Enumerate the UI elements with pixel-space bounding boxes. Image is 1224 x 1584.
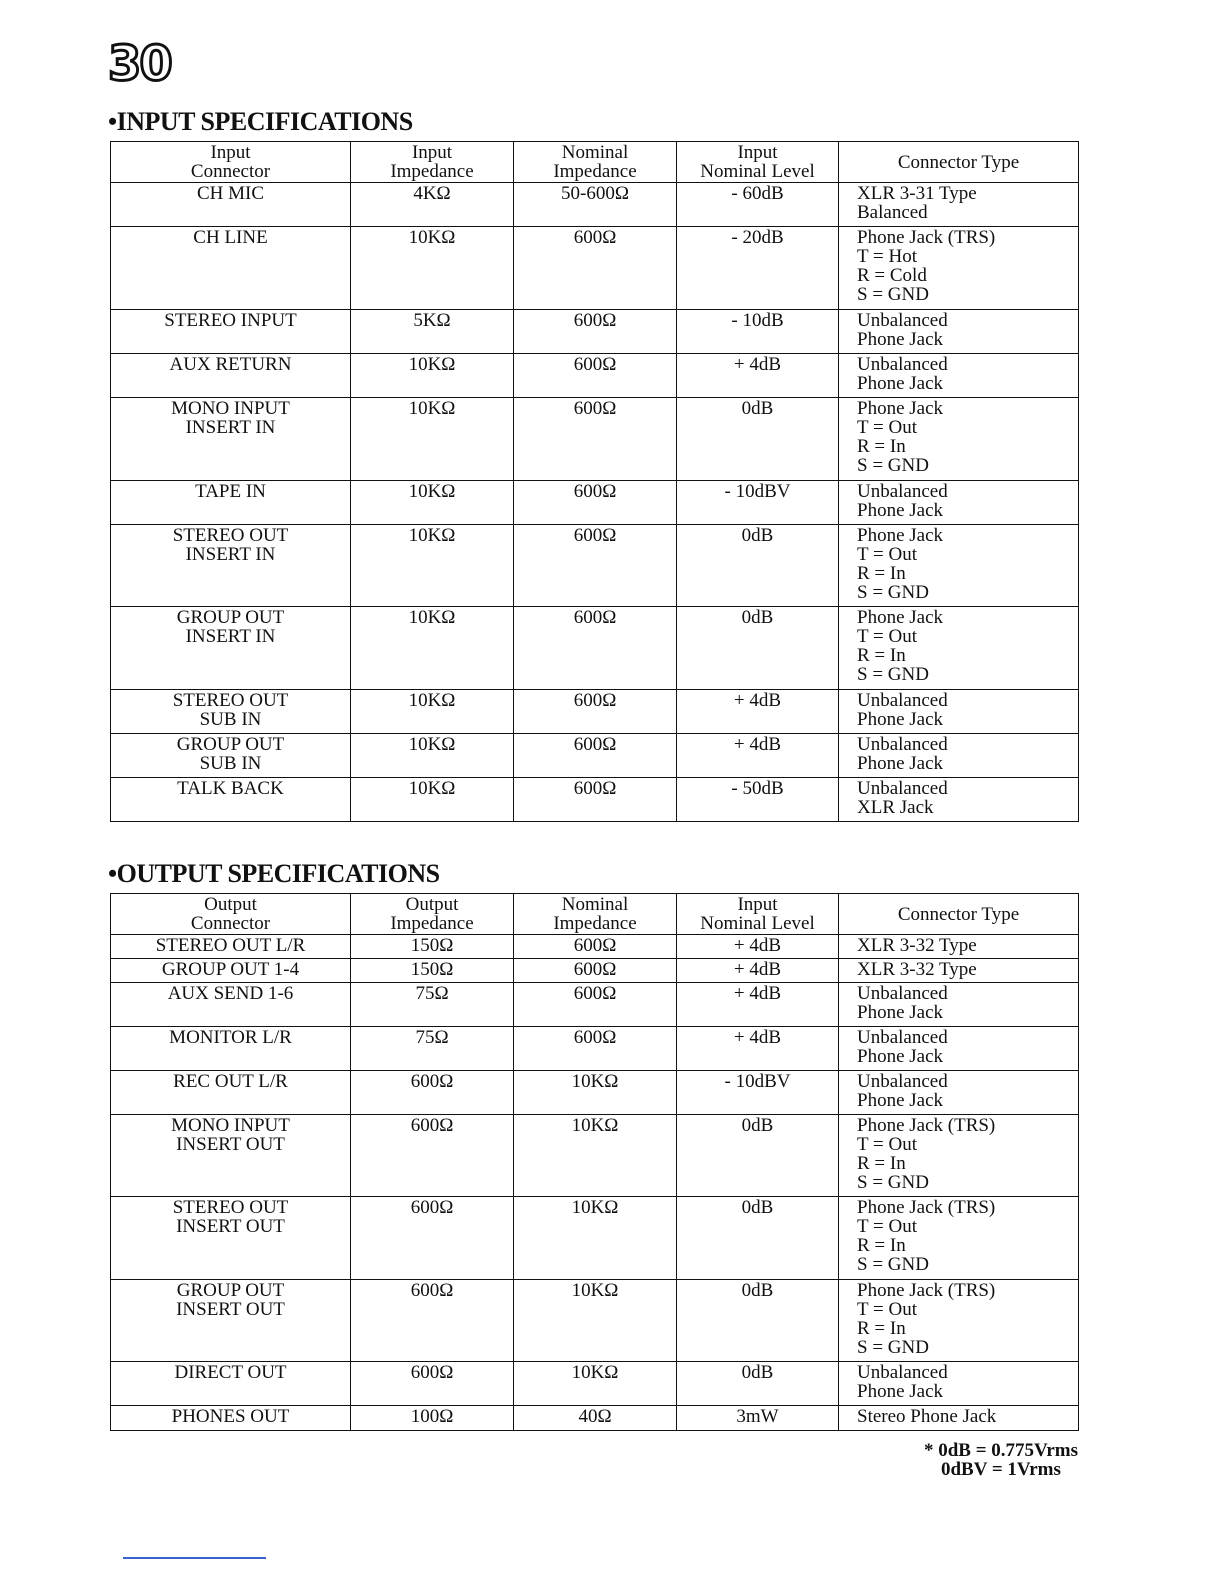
impedance-cell: 10KΩ — [351, 690, 514, 734]
nominal-impedance-cell: 600Ω — [514, 525, 677, 607]
connector-type-cell: Phone Jack T = Out R = In S = GND — [839, 525, 1079, 607]
impedance-cell: 100Ω — [351, 1406, 514, 1431]
connector-type-cell: XLR 3-32 Type — [839, 959, 1079, 983]
impedance-cell: 10KΩ — [351, 481, 514, 525]
nominal-level-cell: 0dB — [677, 607, 839, 690]
footnote-line: 0dBV = 1Vrms — [940, 1459, 1061, 1480]
impedance-cell: 75Ω — [351, 983, 514, 1027]
nominal-level-cell: - 60dB — [677, 183, 839, 227]
connector-cell: GROUP OUT INSERT IN — [111, 607, 351, 690]
nominal-impedance-cell: 600Ω — [514, 983, 677, 1027]
connector-type-cell: Unbalanced Phone Jack — [839, 1071, 1079, 1115]
table-row — [111, 1406, 1079, 1431]
column-header: Output Connector — [111, 894, 351, 935]
impedance-cell: 150Ω — [351, 935, 514, 959]
column-header: Input Nominal Level — [677, 142, 839, 183]
nominal-level-cell: + 4dB — [677, 959, 839, 983]
table-row — [111, 734, 1079, 778]
table-row — [111, 1362, 1079, 1406]
table-row — [111, 983, 1079, 1027]
connector-cell: TAPE IN — [111, 481, 351, 525]
connector-cell: TALK BACK — [111, 778, 351, 822]
connector-type-cell: Unbalanced Phone Jack — [839, 690, 1079, 734]
nominal-impedance-cell: 600Ω — [514, 734, 677, 778]
table-row — [111, 525, 1079, 607]
nominal-impedance-cell: 600Ω — [514, 481, 677, 525]
nominal-level-cell: 3mW — [677, 1406, 839, 1431]
connector-type-cell: Phone Jack (TRS) T = Hot R = Cold S = GND — [839, 227, 1079, 310]
connector-cell: STEREO OUT L/R — [111, 935, 351, 959]
table-row — [111, 607, 1079, 690]
connector-cell: STEREO OUT INSERT OUT — [111, 1197, 351, 1280]
impedance-cell: 150Ω — [351, 959, 514, 983]
table-row — [111, 1115, 1079, 1197]
impedance-cell: 600Ω — [351, 1197, 514, 1280]
nominal-impedance-cell: 600Ω — [514, 310, 677, 354]
table-header-row — [111, 894, 1079, 935]
impedance-cell: 5KΩ — [351, 310, 514, 354]
impedance-cell: 600Ω — [351, 1071, 514, 1115]
nominal-level-cell: + 4dB — [677, 354, 839, 398]
footnote-line: * 0dB = 0.775Vrms — [923, 1440, 1078, 1461]
table-row — [111, 354, 1079, 398]
nominal-impedance-cell: 10KΩ — [514, 1280, 677, 1362]
impedance-cell: 10KΩ — [351, 778, 514, 822]
connector-cell: GROUP OUT 1-4 — [111, 959, 351, 983]
connector-cell: CH LINE — [111, 227, 351, 310]
nominal-impedance-cell: 600Ω — [514, 227, 677, 310]
nominal-level-cell: - 10dBV — [677, 1071, 839, 1115]
connector-cell: MONITOR L/R — [111, 1027, 351, 1071]
impedance-cell: 600Ω — [351, 1115, 514, 1197]
nominal-level-cell: 0dB — [677, 1362, 839, 1406]
nominal-impedance-cell: 10KΩ — [514, 1071, 677, 1115]
impedance-cell: 10KΩ — [351, 607, 514, 690]
impedance-cell: 10KΩ — [351, 734, 514, 778]
nominal-level-cell: 0dB — [677, 1115, 839, 1197]
connector-type-cell: Unbalanced Phone Jack — [839, 734, 1079, 778]
table-row — [111, 1071, 1079, 1115]
output-specifications-title: •OUTPUT SPECIFICATIONS — [108, 859, 440, 888]
connector-type-cell: Unbalanced Phone Jack — [839, 1362, 1079, 1406]
table-row — [111, 1027, 1079, 1071]
connector-cell: MONO INPUT INSERT IN — [111, 398, 351, 481]
connector-type-cell: Unbalanced Phone Jack — [839, 310, 1079, 354]
connector-cell: STEREO OUT INSERT IN — [111, 525, 351, 607]
connector-type-cell: Phone Jack T = Out R = In S = GND — [839, 607, 1079, 690]
nominal-level-cell: + 4dB — [677, 935, 839, 959]
nominal-impedance-cell: 10KΩ — [514, 1197, 677, 1280]
nominal-impedance-cell: 600Ω — [514, 1027, 677, 1071]
input-specifications-title: •INPUT SPECIFICATIONS — [108, 107, 413, 136]
nominal-level-cell: + 4dB — [677, 690, 839, 734]
impedance-cell: 10KΩ — [351, 398, 514, 481]
connector-cell: STEREO OUT SUB IN — [111, 690, 351, 734]
nominal-level-cell: - 10dBV — [677, 481, 839, 525]
nominal-level-cell: + 4dB — [677, 983, 839, 1027]
table-row — [111, 481, 1079, 525]
connector-cell: DIRECT OUT — [111, 1362, 351, 1406]
nominal-level-cell: 0dB — [677, 1197, 839, 1280]
nominal-level-cell: - 20dB — [677, 227, 839, 310]
column-header: Input Nominal Level — [677, 894, 839, 935]
table-row — [111, 398, 1079, 481]
table-row — [111, 1280, 1079, 1362]
connector-type-cell: Phone Jack (TRS) T = Out R = In S = GND — [839, 1280, 1079, 1362]
table-row — [111, 1197, 1079, 1280]
nominal-impedance-cell: 600Ω — [514, 959, 677, 983]
impedance-cell: 75Ω — [351, 1027, 514, 1071]
connector-cell: GROUP OUT SUB IN — [111, 734, 351, 778]
nominal-impedance-cell: 600Ω — [514, 354, 677, 398]
connector-cell: AUX SEND 1-6 — [111, 983, 351, 1027]
connector-cell: CH MIC — [111, 183, 351, 227]
connector-type-cell: Phone Jack (TRS) T = Out R = In S = GND — [839, 1197, 1079, 1280]
table-row — [111, 227, 1079, 310]
column-header: Nominal Impedance — [514, 894, 677, 935]
nominal-impedance-cell: 10KΩ — [514, 1115, 677, 1197]
nominal-level-cell: - 10dB — [677, 310, 839, 354]
table-row — [111, 183, 1079, 227]
connector-type-cell: Unbalanced Phone Jack — [839, 983, 1079, 1027]
table-row — [111, 959, 1079, 983]
column-header: Output Impedance — [351, 894, 514, 935]
nominal-level-cell: 0dB — [677, 1280, 839, 1362]
table-row — [111, 310, 1079, 354]
nominal-impedance-cell: 600Ω — [514, 690, 677, 734]
connector-cell: AUX RETURN — [111, 354, 351, 398]
table-header-row — [111, 142, 1079, 183]
connector-type-cell: Phone Jack T = Out R = In S = GND — [839, 398, 1079, 481]
connector-type-cell: Unbalanced XLR Jack — [839, 778, 1079, 822]
nominal-level-cell: 0dB — [677, 398, 839, 481]
connector-cell: MONO INPUT INSERT OUT — [111, 1115, 351, 1197]
output-specifications-table — [110, 893, 1079, 1431]
connector-cell: GROUP OUT INSERT OUT — [111, 1280, 351, 1362]
impedance-cell: 10KΩ — [351, 227, 514, 310]
impedance-cell: 600Ω — [351, 1280, 514, 1362]
page-number: 30 — [108, 36, 171, 92]
connector-type-cell: Stereo Phone Jack — [839, 1406, 1079, 1431]
input-specifications-table — [110, 141, 1079, 822]
column-header: Nominal Impedance — [514, 142, 677, 183]
nominal-impedance-cell: 10KΩ — [514, 1362, 677, 1406]
column-header: Input Connector — [111, 142, 351, 183]
connector-cell: REC OUT L/R — [111, 1071, 351, 1115]
connector-type-cell: Unbalanced Phone Jack — [839, 1027, 1079, 1071]
nominal-impedance-cell: 40Ω — [514, 1406, 677, 1431]
nominal-level-cell: - 50dB — [677, 778, 839, 822]
bottom-rule — [123, 1557, 266, 1559]
connector-cell: STEREO INPUT — [111, 310, 351, 354]
nominal-impedance-cell: 600Ω — [514, 778, 677, 822]
nominal-impedance-cell: 50-600Ω — [514, 183, 677, 227]
nominal-impedance-cell: 600Ω — [514, 398, 677, 481]
column-header: Connector Type — [839, 894, 1079, 935]
column-header: Connector Type — [839, 142, 1079, 183]
impedance-cell: 10KΩ — [351, 354, 514, 398]
nominal-impedance-cell: 600Ω — [514, 607, 677, 690]
connector-type-cell: XLR 3-32 Type — [839, 935, 1079, 959]
table-row — [111, 690, 1079, 734]
nominal-level-cell: + 4dB — [677, 734, 839, 778]
connector-type-cell: XLR 3-31 Type Balanced — [839, 183, 1079, 227]
impedance-cell: 4KΩ — [351, 183, 514, 227]
nominal-level-cell: + 4dB — [677, 1027, 839, 1071]
footnote — [924, 1441, 1078, 1479]
table-row — [111, 778, 1079, 822]
connector-type-cell: Unbalanced Phone Jack — [839, 481, 1079, 525]
table-row — [111, 935, 1079, 959]
nominal-impedance-cell: 600Ω — [514, 935, 677, 959]
column-header: Input Impedance — [351, 142, 514, 183]
connector-type-cell: Unbalanced Phone Jack — [839, 354, 1079, 398]
impedance-cell: 10KΩ — [351, 525, 514, 607]
connector-type-cell: Phone Jack (TRS) T = Out R = In S = GND — [839, 1115, 1079, 1197]
nominal-level-cell: 0dB — [677, 525, 839, 607]
connector-cell: PHONES OUT — [111, 1406, 351, 1431]
impedance-cell: 600Ω — [351, 1362, 514, 1406]
